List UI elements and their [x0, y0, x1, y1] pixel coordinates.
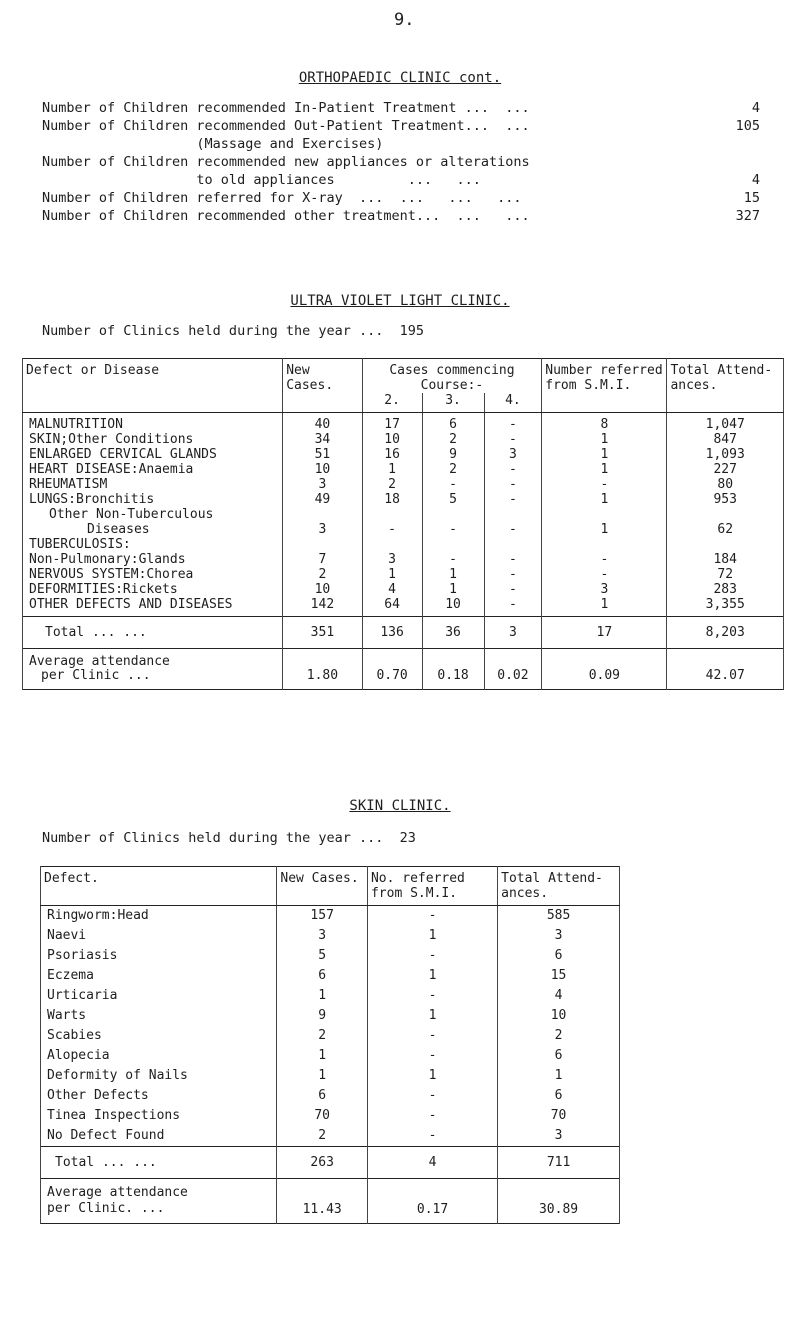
uv-cell-new: 10 [283, 582, 362, 597]
uv-cell-defect: OTHER DEFECTS AND DISEASES [23, 597, 283, 617]
skin-heading: SKIN CLINIC. [349, 798, 451, 814]
skin-cell-new: 1 [277, 1046, 368, 1066]
uv-cell-ref: - [542, 477, 667, 492]
uv-cell-c2 [362, 507, 422, 522]
skin-cell-new: 70 [277, 1106, 368, 1126]
skin-table-row [41, 986, 620, 1006]
uv-cell-defect: Other Non-Tuberculous [23, 507, 283, 522]
skin-cell-ref: 1 [367, 1066, 497, 1086]
uv-cell-ref: 1 [542, 447, 667, 462]
uv-average-row [23, 649, 784, 690]
skin-cell-total: 1 [498, 1066, 620, 1086]
skin-cell-defect: Urticaria [41, 986, 277, 1006]
skin-average-row [41, 1179, 620, 1224]
uv-average-c4: 0.02 [484, 649, 542, 690]
uv-average-total: 42.07 [667, 649, 784, 690]
skin-cell-ref: - [367, 946, 497, 966]
uv-cell-total: 72 [667, 567, 784, 582]
skin-cell-new: 2 [277, 1026, 368, 1046]
ortho-line-text: Number of Children recommended other treatment... ... ... [42, 208, 530, 224]
skin-table-row [41, 926, 620, 946]
ortho-line-value: 15 [743, 190, 760, 206]
skin-average-total: 30.89 [498, 1179, 620, 1224]
uv-header-defect: Defect or Disease [23, 359, 283, 413]
uv-table-row [23, 522, 784, 537]
uv-cell-defect: NERVOUS SYSTEM:Chorea [23, 567, 283, 582]
skin-cell-new: 1 [277, 1066, 368, 1086]
skin-cell-total: 3 [498, 926, 620, 946]
uv-table-row [23, 413, 784, 433]
uv-total-new: 351 [283, 617, 362, 649]
uv-header-c2: 2. [362, 393, 422, 413]
uv-table-row [23, 492, 784, 507]
uv-cell-c2: 1 [362, 462, 422, 477]
uv-cell-defect: Non-Pulmonary:Glands [23, 552, 283, 567]
uv-table-row [23, 552, 784, 567]
skin-total-total: 711 [498, 1147, 620, 1179]
uv-cell-ref: 1 [542, 597, 667, 617]
uv-clinics-count: Number of Clinics held during the year ... 195 [42, 323, 425, 339]
uv-average-c2: 0.70 [362, 649, 422, 690]
uv-table-row [23, 477, 784, 492]
uv-average-ref: 0.09 [542, 649, 667, 690]
uv-cell-defect: HEART DISEASE:Anaemia [23, 462, 283, 477]
uv-table [22, 358, 784, 690]
uv-cell-total: 847 [667, 432, 784, 447]
uv-total-total: 8,203 [667, 617, 784, 649]
skin-cell-defect: Alopecia [41, 1046, 277, 1066]
uv-cell-total: 283 [667, 582, 784, 597]
uv-cell-total: 227 [667, 462, 784, 477]
skin-table-row [41, 1006, 620, 1026]
skin-cell-total: 15 [498, 966, 620, 986]
uv-header-referred: Number referred from S.M.I. [542, 359, 667, 413]
skin-cell-total: 585 [498, 906, 620, 927]
skin-cell-ref: - [367, 1026, 497, 1046]
uv-cell-c4: - [484, 567, 542, 582]
uv-cell-ref: - [542, 567, 667, 582]
skin-total-ref: 4 [367, 1147, 497, 1179]
skin-cell-ref: - [367, 1126, 497, 1147]
skin-average-label-1: Average attendance [47, 1185, 188, 1200]
uv-average-new: 1.80 [283, 649, 362, 690]
skin-table-row [41, 1126, 620, 1147]
uv-header-total: Total Attend-ances. [667, 359, 784, 413]
ortho-line-text: Number of Children recommended Out-Patient Treatment... ... [42, 118, 530, 134]
uv-cell-total [667, 537, 784, 552]
uv-cell-total: 184 [667, 552, 784, 567]
uv-cell-c2: 1 [362, 567, 422, 582]
uv-cell-defect: ENLARGED CERVICAL GLANDS [23, 447, 283, 462]
skin-cell-defect: Warts [41, 1006, 277, 1026]
uv-cell-ref: 1 [542, 492, 667, 507]
uv-cell-total: 953 [667, 492, 784, 507]
skin-cell-new: 1 [277, 986, 368, 1006]
uv-cell-new: 40 [283, 413, 362, 433]
uv-cell-c3: 10 [422, 597, 484, 617]
uv-average-label-1: Average attendance [29, 654, 170, 669]
uv-cell-new [283, 537, 362, 552]
uv-average-c3: 0.18 [422, 649, 484, 690]
uv-total-label: Total ... ... [23, 617, 283, 649]
ortho-line-text: to old appliances ... ... [42, 172, 481, 188]
skin-average-new: 11.43 [277, 1179, 368, 1224]
skin-cell-defect: Psoriasis [41, 946, 277, 966]
uv-cell-c4: - [484, 477, 542, 492]
uv-cell-c2: 17 [362, 413, 422, 433]
skin-table-row [41, 906, 620, 927]
ortho-line-value: 327 [735, 208, 760, 224]
uv-table-body [23, 413, 784, 617]
uv-cell-new: 3 [283, 522, 362, 537]
skin-cell-new: 2 [277, 1126, 368, 1147]
uv-cell-c3: - [422, 522, 484, 537]
uv-cell-c4: - [484, 522, 542, 537]
uv-cell-c3: 2 [422, 432, 484, 447]
uv-cell-c4 [484, 507, 542, 522]
skin-table-row [41, 1086, 620, 1106]
uv-cell-c3 [422, 507, 484, 522]
uv-table-row [23, 432, 784, 447]
uv-total-c2: 136 [362, 617, 422, 649]
skin-cell-defect: Deformity of Nails [41, 1066, 277, 1086]
uv-cell-new: 34 [283, 432, 362, 447]
uv-table-row [23, 447, 784, 462]
uv-cell-c4: 3 [484, 447, 542, 462]
uv-cell-c4: - [484, 582, 542, 597]
skin-clinics-count: Number of Clinics held during the year ... 23 [42, 830, 416, 846]
uv-cell-c2: 64 [362, 597, 422, 617]
uv-cell-new: 49 [283, 492, 362, 507]
ortho-line-text: Number of Children recommended In-Patient Treatment ... ... [42, 100, 530, 116]
skin-table-row [41, 946, 620, 966]
skin-cell-ref: - [367, 1046, 497, 1066]
uv-cell-c2: 2 [362, 477, 422, 492]
uv-cell-defect: Diseases [23, 522, 283, 537]
skin-cell-total: 6 [498, 1086, 620, 1106]
skin-cell-total: 2 [498, 1026, 620, 1046]
skin-cell-total: 4 [498, 986, 620, 1006]
uv-cell-new [283, 507, 362, 522]
skin-cell-new: 157 [277, 906, 368, 927]
uv-cell-c2: 4 [362, 582, 422, 597]
uv-cell-c3 [422, 537, 484, 552]
uv-cell-defect: TUBERCULOSIS: [23, 537, 283, 552]
skin-table-row [41, 1046, 620, 1066]
skin-header-total: Total Attend-ances. [498, 867, 620, 906]
skin-header-defect: Defect. [41, 867, 277, 906]
skin-cell-ref: - [367, 906, 497, 927]
uv-cell-c4: - [484, 432, 542, 447]
uv-cell-c3: - [422, 477, 484, 492]
uv-table-row [23, 537, 784, 552]
skin-cell-new: 6 [277, 966, 368, 986]
skin-cell-new: 9 [277, 1006, 368, 1026]
skin-cell-defect: Other Defects [41, 1086, 277, 1106]
uv-cell-ref: - [542, 552, 667, 567]
ortho-line-text: (Massage and Exercises) [42, 136, 384, 152]
uv-cell-c2: 18 [362, 492, 422, 507]
skin-table-row [41, 966, 620, 986]
skin-header-new-cases: New Cases. [277, 867, 368, 906]
uv-table-row [23, 507, 784, 522]
uv-cell-ref: 3 [542, 582, 667, 597]
ortho-line-text: Number of Children referred for X-ray ... ... ... ... [42, 190, 522, 206]
skin-cell-ref: - [367, 1106, 497, 1126]
skin-cell-defect: Tinea Inspections [41, 1106, 277, 1126]
uv-cell-c4: - [484, 492, 542, 507]
uv-cell-total [667, 507, 784, 522]
skin-total-row [41, 1147, 620, 1179]
uv-average-label-2: per Clinic ... [41, 668, 151, 683]
uv-cell-c3: 1 [422, 567, 484, 582]
skin-cell-defect: Scabies [41, 1026, 277, 1046]
ortho-heading: ORTHOPAEDIC CLINIC cont. [298, 70, 502, 86]
skin-cell-total: 6 [498, 946, 620, 966]
uv-table-row [23, 567, 784, 582]
skin-header-referred: No. referred from S.M.I. [367, 867, 497, 906]
uv-cell-total: 1,093 [667, 447, 784, 462]
ortho-line-value: 4 [751, 172, 760, 188]
uv-cell-total: 3,355 [667, 597, 784, 617]
uv-cell-c4: - [484, 597, 542, 617]
uv-cell-c3: 5 [422, 492, 484, 507]
skin-table [40, 866, 620, 1224]
uv-cell-ref [542, 507, 667, 522]
uv-header-cases-commencing: Cases commencing Course:- [362, 359, 542, 394]
uv-cell-c4: - [484, 413, 542, 433]
uv-cell-ref: 1 [542, 522, 667, 537]
uv-cell-ref: 1 [542, 462, 667, 477]
uv-cell-c4: - [484, 552, 542, 567]
skin-cell-defect: No Defect Found [41, 1126, 277, 1147]
uv-cell-c2 [362, 537, 422, 552]
uv-cell-c3: 2 [422, 462, 484, 477]
uv-cell-ref: 1 [542, 432, 667, 447]
uv-cell-new: 51 [283, 447, 362, 462]
skin-cell-new: 3 [277, 926, 368, 946]
uv-cell-defect: DEFORMITIES:Rickets [23, 582, 283, 597]
uv-cell-c2: - [362, 522, 422, 537]
skin-table-row [41, 1026, 620, 1046]
uv-cell-defect: RHEUMATISM [23, 477, 283, 492]
ortho-line-value: 105 [735, 118, 760, 134]
skin-table-body [41, 906, 620, 1147]
uv-cell-c4: - [484, 462, 542, 477]
skin-cell-ref: 1 [367, 966, 497, 986]
skin-cell-ref: 1 [367, 1006, 497, 1026]
uv-cell-new: 10 [283, 462, 362, 477]
skin-total-new: 263 [277, 1147, 368, 1179]
skin-cell-defect: Naevi [41, 926, 277, 946]
uv-total-c3: 36 [422, 617, 484, 649]
skin-cell-ref: - [367, 1086, 497, 1106]
skin-cell-new: 5 [277, 946, 368, 966]
skin-cell-total: 3 [498, 1126, 620, 1147]
uv-cell-c2: 16 [362, 447, 422, 462]
uv-header-new-cases: New Cases. [283, 359, 362, 413]
uv-cell-total: 1,047 [667, 413, 784, 433]
uv-cell-new: 3 [283, 477, 362, 492]
uv-heading: ULTRA VIOLET LIGHT CLINIC. [290, 293, 510, 309]
uv-header-c3: 3. [422, 393, 484, 413]
skin-average-label-2: per Clinic. ... [47, 1201, 165, 1216]
skin-cell-new: 6 [277, 1086, 368, 1106]
uv-table-row [23, 462, 784, 477]
uv-cell-new: 2 [283, 567, 362, 582]
uv-cell-c3: - [422, 552, 484, 567]
uv-cell-new: 7 [283, 552, 362, 567]
uv-header-c4: 4. [484, 393, 542, 413]
skin-average-ref: 0.17 [367, 1179, 497, 1224]
uv-cell-new: 142 [283, 597, 362, 617]
uv-cell-ref: 8 [542, 413, 667, 433]
page-number: 9. [394, 10, 415, 30]
skin-total-label: Total ... ... [41, 1147, 277, 1179]
uv-cell-ref [542, 537, 667, 552]
uv-cell-c3: 9 [422, 447, 484, 462]
ortho-line-text: Number of Children recommended new appliances or alterations [42, 154, 530, 170]
uv-table-row [23, 582, 784, 597]
uv-cell-total: 80 [667, 477, 784, 492]
skin-table-row [41, 1066, 620, 1086]
skin-cell-total: 10 [498, 1006, 620, 1026]
uv-cell-defect: LUNGS:Bronchitis [23, 492, 283, 507]
skin-cell-defect: Eczema [41, 966, 277, 986]
uv-total-row [23, 617, 784, 649]
skin-cell-total: 6 [498, 1046, 620, 1066]
skin-cell-total: 70 [498, 1106, 620, 1126]
uv-table-row [23, 597, 784, 617]
skin-table-row [41, 1106, 620, 1126]
uv-total-ref: 17 [542, 617, 667, 649]
ortho-line-value: 4 [751, 100, 760, 116]
uv-cell-total: 62 [667, 522, 784, 537]
uv-cell-c2: 10 [362, 432, 422, 447]
uv-cell-c3: 6 [422, 413, 484, 433]
skin-cell-ref: 1 [367, 926, 497, 946]
uv-cell-c3: 1 [422, 582, 484, 597]
skin-cell-defect: Ringworm:Head [41, 906, 277, 927]
uv-cell-defect: SKIN;Other Conditions [23, 432, 283, 447]
uv-total-c4: 3 [484, 617, 542, 649]
uv-cell-defect: MALNUTRITION [23, 413, 283, 433]
uv-cell-c4 [484, 537, 542, 552]
skin-cell-ref: - [367, 986, 497, 1006]
uv-cell-c2: 3 [362, 552, 422, 567]
